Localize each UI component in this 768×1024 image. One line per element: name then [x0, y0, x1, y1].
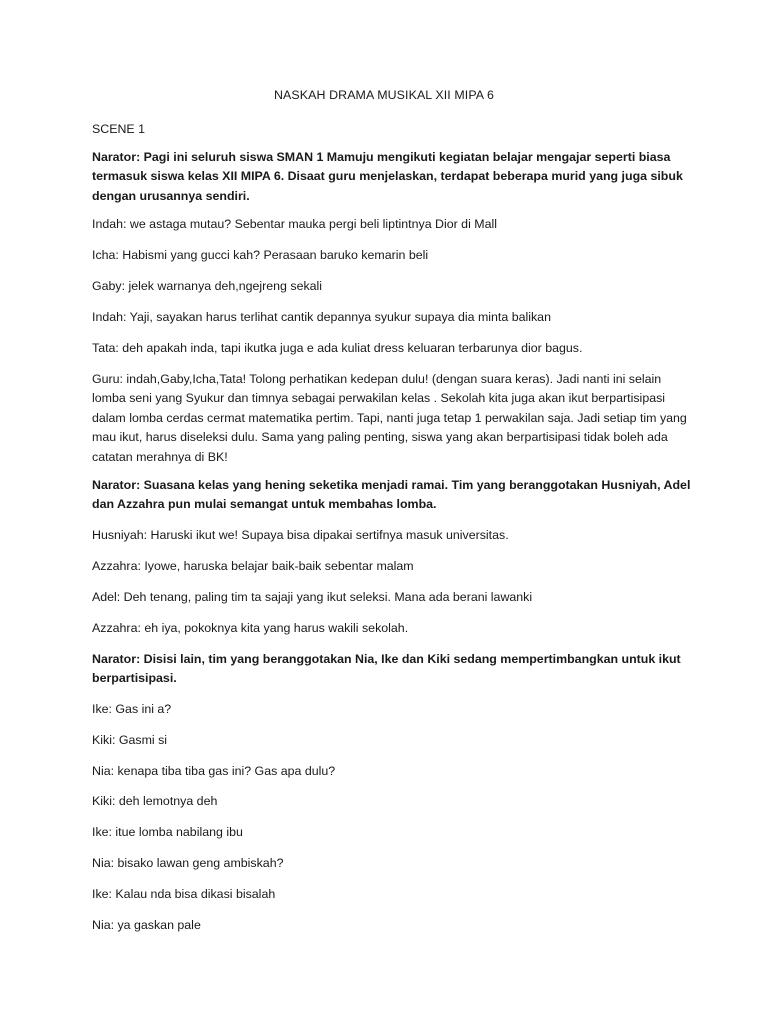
dialogue-kiki-2: Kiki: deh lemotnya deh	[92, 794, 218, 808]
dialogue-kiki-1: Kiki: Gasmi si	[92, 733, 168, 747]
dialogue-adel-1: Adel: Deh tenang, paling tim ta sajaji yang ikut seleksi. Mana ada berani lawanki	[92, 590, 533, 604]
narrator-paragraph-3: Narator: Disisi lain, tim yang beranggotakan Nia, Ike dan Kiki sedang mempertimbangkan untuk ikut berpartisipasi.	[92, 652, 681, 686]
dialogue-husniyah-1: Husniyah: Haruski ikut we! Supaya bisa dipakai sertifnya masuk universitas.	[92, 528, 509, 542]
narrator-paragraph-2: Narator: Suasana kelas yang hening seketika menjadi ramai. Tim yang beranggotakan Husniyah, Adel dan Azzahra pun mulai semangat untuk membahas lomba.	[92, 478, 691, 512]
dialogue-indah-1: Indah: we astaga mutau? Sebentar mauka pergi beli liptintnya Dior di Mall	[92, 217, 497, 231]
dialogue-nia-3: Nia: ya gaskan pale	[92, 918, 201, 932]
dialogue-nia-1: Nia: kenapa tiba tiba gas ini? Gas apa dulu?	[92, 764, 336, 778]
dialogue-tata-1: Tata: deh apakah inda, tapi ikutka juga e ada kuliat dress keluaran terbarunya dior bagus.	[92, 341, 583, 355]
dialogue-nia-2: Nia: bisako lawan geng ambiskah?	[92, 856, 284, 870]
dialogue-indah-2: Indah: Yaji, sayakan harus terlihat cantik depannya syukur supaya dia minta balikan	[92, 310, 551, 324]
dialogue-azzahra-1: Azzahra: Iyowe, haruska belajar baik-baik sebentar malam	[92, 559, 414, 573]
scene-heading: SCENE 1	[92, 122, 146, 136]
dialogue-azzahra-2: Azzahra: eh iya, pokoknya kita yang harus wakili sekolah.	[92, 621, 409, 635]
dialogue-ike-1: Ike: Gas ini a?	[92, 702, 172, 716]
dialogue-ike-2: Ike: itue lomba nabilang ibu	[92, 825, 243, 839]
document-title: NASKAH DRAMA MUSIKAL XII MIPA 6	[274, 88, 494, 102]
dialogue-guru-1: Guru: indah,Gaby,Icha,Tata! Tolong perhatikan kedepan dulu! (dengan suara keras). Jadi nanti ini selain lomba seni yang Syukur dan timnya sebagai perwakilan kelas . Sekolah kita juga akan ikut berpartisipasi dalam lomba cerdas cermat matematika pertim. Tapi, nanti juga tetap 1 perwakilan saja. Jadi setiap tim yang mau ikut, harus diseleksi dulu. Sama yang paling penting, siswa yang akan berpartisipasi tidak boleh ada catatan merahnya di BK!	[92, 372, 687, 464]
dialogue-gaby-1: Gaby: jelek warnanya deh,ngejreng sekali	[92, 279, 323, 293]
narrator-paragraph-1: Narator: Pagi ini seluruh siswa SMAN 1 Mamuju mengikuti kegiatan belajar mengajar seperti biasa termasuk siswa kelas XII MIPA 6. Disaat guru menjelaskan, terdapat beberapa murid yang juga sibuk dengan urusannya sendiri.	[92, 150, 683, 203]
dialogue-icha-1: Icha: Habismi yang gucci kah? Perasaan baruko kemarin beli	[92, 248, 429, 262]
dialogue-ike-3: Ike: Kalau nda bisa dikasi bisalah	[92, 887, 276, 901]
